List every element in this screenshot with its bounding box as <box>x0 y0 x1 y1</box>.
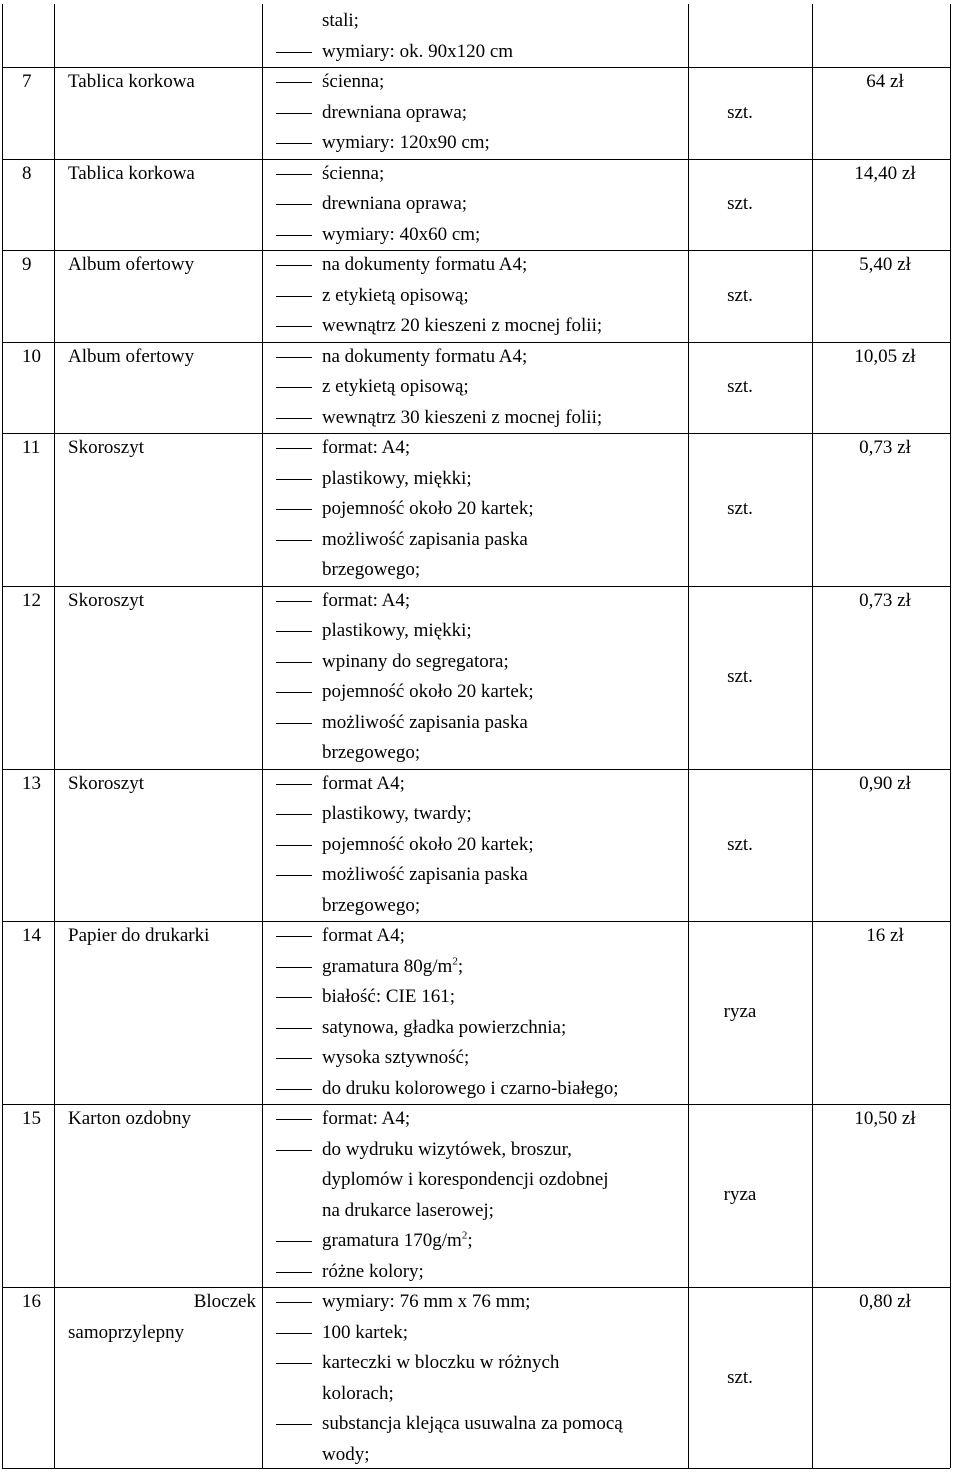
spec-text <box>322 1226 473 1257</box>
spec-item <box>276 494 676 525</box>
spec-text <box>322 708 528 739</box>
dash-bullet-icon <box>276 235 312 236</box>
spec-item <box>276 708 676 739</box>
spec-text <box>322 1440 370 1471</box>
table-row <box>0 921 960 1104</box>
dash-bullet-icon <box>276 662 312 663</box>
spec-text-suffix: ; <box>457 955 464 977</box>
spec-item <box>276 952 676 983</box>
spec-text-main: pojemność około 20 kartek; <box>322 681 534 702</box>
dash-bullet-icon <box>276 1272 312 1273</box>
spec-item <box>276 647 676 678</box>
spec-text-main: wewnątrz 30 kieszeni z mocnej folii; <box>322 406 603 428</box>
spec-item <box>276 1104 676 1135</box>
spec-item <box>276 982 676 1013</box>
spec-text-main: wymiary: 76 mm x 76 mm; <box>322 1291 531 1312</box>
spec-item <box>276 1409 676 1440</box>
spec-item <box>276 769 676 800</box>
spec-text <box>322 464 472 495</box>
spec-list <box>276 159 676 251</box>
spec-item <box>276 1226 676 1257</box>
dash-bullet-icon <box>276 1150 312 1151</box>
dash-bullet-icon <box>276 845 312 846</box>
unit-label: szt. <box>727 284 753 306</box>
spec-text-main: wymiary: 120x90 cm; <box>322 132 490 153</box>
spec-text-main: na drukarce laserowej; <box>322 1199 494 1221</box>
spec-list <box>276 342 676 434</box>
spec-item <box>276 1440 676 1471</box>
unit-label: szt. <box>727 193 753 214</box>
table-row <box>0 250 960 342</box>
dash-bullet-icon <box>276 1089 312 1090</box>
spec-item <box>276 6 676 37</box>
table-row <box>0 6 960 67</box>
dash-bullet-icon <box>276 1028 312 1029</box>
spec-text-main: plastikowy, miękki; <box>322 467 472 489</box>
dash-bullet-icon <box>276 1333 312 1334</box>
spec-text-main: format: A4; <box>322 589 411 611</box>
dash-bullet-icon <box>276 723 312 724</box>
spec-text-main: możliwość zapisania paska <box>322 711 528 733</box>
spec-text-main: wewnątrz 20 kieszeni z mocnej folii; <box>322 315 603 336</box>
table-row <box>0 159 960 251</box>
unit-price: 10,05 zł <box>854 345 916 367</box>
spec-text <box>322 1104 410 1135</box>
spec-text-main: pojemność około 20 kartek; <box>322 498 534 519</box>
spec-list <box>276 433 676 586</box>
dash-bullet-icon <box>276 784 312 785</box>
spec-text <box>322 1348 559 1379</box>
spec-list <box>276 921 676 1104</box>
dash-bullet-icon <box>276 52 312 53</box>
spec-text-main: do druku kolorowego i czarno-białego; <box>322 1077 619 1099</box>
spec-text <box>322 616 472 647</box>
spec-text-main: gramatura 80g/m <box>322 955 453 977</box>
spec-text-main: pojemność około 20 kartek; <box>322 833 534 855</box>
dash-bullet-icon <box>276 1058 312 1059</box>
spec-item <box>276 1196 676 1227</box>
unit-price: 16 zł <box>866 925 904 946</box>
spec-text-main: wymiary: 40x60 cm; <box>322 223 481 245</box>
unit-label: szt. <box>727 101 753 123</box>
spec-item <box>276 403 676 434</box>
unit-price: 64 zł <box>866 71 904 92</box>
item-name-line: Bloczek <box>193 1291 256 1312</box>
dash-bullet-icon <box>276 1302 312 1303</box>
spec-text <box>322 1165 609 1196</box>
spec-text <box>322 37 513 68</box>
table-row <box>0 342 960 434</box>
spec-item <box>276 67 676 98</box>
spec-item <box>276 250 676 281</box>
unit-price: 0,73 zł <box>859 437 911 458</box>
spec-item <box>276 220 676 251</box>
spec-item <box>276 891 676 922</box>
item-number: 11 <box>22 437 41 458</box>
spec-text <box>322 799 472 830</box>
spec-item <box>276 1043 676 1074</box>
table-row <box>0 67 960 159</box>
spec-item <box>276 189 676 220</box>
dash-bullet-icon <box>276 357 312 358</box>
unit-label: ryza <box>723 1001 757 1023</box>
spec-text-main: karteczki w bloczku w różnych <box>322 1352 560 1373</box>
spec-item <box>276 159 676 190</box>
spec-text-main: brzegowego; <box>322 559 421 580</box>
spec-text-main: format: A4; <box>322 437 411 458</box>
dash-bullet-icon <box>276 479 312 480</box>
spec-text <box>322 525 528 556</box>
unit-price: 10,50 zł <box>854 1108 916 1129</box>
item-name: Skoroszyt <box>68 437 144 458</box>
spec-text <box>322 860 528 891</box>
spec-text-main: drewniana oprawa; <box>322 101 468 123</box>
dash-bullet-icon <box>276 387 312 388</box>
spec-text-main: białość: CIE 161; <box>322 986 455 1007</box>
spec-text-main: wysoka sztywność; <box>322 1047 470 1068</box>
spec-text-main: do wydruku wizytówek, broszur, <box>322 1138 572 1160</box>
unit-label: szt. <box>727 376 753 397</box>
unit-label: szt. <box>727 1367 753 1389</box>
item-number: 12 <box>22 589 41 611</box>
spec-text-main: wpinany do segregatora; <box>322 650 509 672</box>
spec-item <box>276 281 676 312</box>
dash-bullet-icon <box>276 326 312 327</box>
spec-text-main: ścienna; <box>322 71 385 92</box>
spec-text <box>322 67 384 98</box>
dash-bullet-icon <box>276 814 312 815</box>
spec-text <box>322 433 410 464</box>
dash-bullet-icon <box>276 174 312 175</box>
spec-text <box>322 830 534 861</box>
row-divider <box>2 1468 950 1469</box>
item-name: Skoroszyt <box>68 772 144 794</box>
spec-text <box>322 98 467 129</box>
item-name: Tablica korkowa <box>68 162 195 184</box>
spec-text <box>322 311 602 342</box>
spec-text-main: wymiary: ok. 90x120 cm <box>322 40 514 62</box>
table-row <box>0 1104 960 1287</box>
dash-bullet-icon <box>276 418 312 419</box>
spec-text <box>322 220 480 251</box>
item-name: Karton ozdobny <box>68 1108 191 1129</box>
item-name: Album ofertowy <box>68 345 195 367</box>
spec-item <box>276 677 676 708</box>
spec-text-main: możliwość zapisania paska <box>322 864 528 885</box>
spec-item <box>276 830 676 861</box>
item-number: 16 <box>22 1291 41 1312</box>
spec-text <box>322 1043 469 1074</box>
table-row <box>0 1287 960 1470</box>
spec-item <box>276 1287 676 1318</box>
spec-text <box>322 555 420 586</box>
dash-bullet-icon <box>276 967 312 968</box>
item-name: Papier do drukarki <box>68 925 210 946</box>
spec-text-main: format A4; <box>322 772 405 794</box>
dash-bullet-icon <box>276 1424 312 1425</box>
item-number: 7 <box>22 71 32 92</box>
spec-text-main: satynowa, gładka powierzchnia; <box>322 1016 567 1038</box>
item-name <box>68 1287 256 1348</box>
dash-bullet-icon <box>276 540 312 541</box>
spec-text-suffix: ; <box>467 1230 473 1251</box>
spec-text <box>322 586 410 617</box>
spec-text <box>322 952 463 983</box>
dash-bullet-icon <box>276 204 312 205</box>
spec-item <box>276 860 676 891</box>
dash-bullet-icon <box>276 692 312 693</box>
spec-text <box>322 738 420 769</box>
unit-price: 0,90 zł <box>859 772 911 794</box>
spec-text <box>322 1287 530 1318</box>
spec-text <box>322 769 405 800</box>
spec-item <box>276 616 676 647</box>
item-number: 15 <box>22 1108 41 1129</box>
superscript: 2 <box>452 955 458 968</box>
unit-price: 0,80 zł <box>859 1291 911 1312</box>
spec-text-main: kolorach; <box>322 1382 394 1404</box>
spec-text <box>322 372 469 403</box>
spec-text-main: różne kolory; <box>322 1260 424 1282</box>
unit-price: 0,73 zł <box>859 589 911 611</box>
spec-item <box>276 1165 676 1196</box>
spec-item <box>276 342 676 373</box>
spec-list <box>276 586 676 769</box>
spec-text <box>322 159 384 190</box>
dash-bullet-icon <box>276 1119 312 1120</box>
spec-text <box>322 891 420 922</box>
spec-text <box>322 1013 566 1044</box>
table-row <box>0 586 960 769</box>
unit-price: 5,40 zł <box>859 254 911 275</box>
spec-text <box>322 128 490 159</box>
spec-text <box>322 6 359 37</box>
spec-text <box>322 189 467 220</box>
spec-text-main: możliwość zapisania paska <box>322 528 528 550</box>
spec-text-main: 100 kartek; <box>322 1321 409 1343</box>
unit-price: 14,40 zł <box>854 162 916 184</box>
spec-item <box>276 799 676 830</box>
spec-text <box>322 494 534 525</box>
spec-item <box>276 311 676 342</box>
dash-bullet-icon <box>276 296 312 297</box>
item-number: 10 <box>22 345 41 367</box>
spec-text-main: na dokumenty formatu A4; <box>322 345 528 367</box>
spec-text <box>322 1135 572 1166</box>
spec-item <box>276 1348 676 1379</box>
spec-list <box>276 769 676 922</box>
spec-text-main: z etykietą opisową; <box>322 284 469 306</box>
spec-text <box>322 677 534 708</box>
spec-item <box>276 464 676 495</box>
dash-bullet-icon <box>276 936 312 937</box>
spec-text-main: brzegowego; <box>322 894 421 916</box>
spec-text <box>322 1257 424 1288</box>
spec-text-main: format: A4; <box>322 1108 411 1129</box>
dash-bullet-icon <box>276 143 312 144</box>
dash-bullet-icon <box>276 601 312 602</box>
dash-bullet-icon <box>276 509 312 510</box>
spec-item <box>276 1257 676 1288</box>
spec-item <box>276 921 676 952</box>
dash-bullet-icon <box>276 113 312 114</box>
unit-label: szt. <box>727 498 753 519</box>
dash-bullet-icon <box>276 631 312 632</box>
spec-item <box>276 1074 676 1105</box>
spec-text <box>322 1196 494 1227</box>
spec-text-main: stali; <box>322 10 359 31</box>
spec-text <box>322 250 527 281</box>
spec-text <box>322 647 509 678</box>
spec-text <box>322 281 469 312</box>
spec-text-main: drewniana oprawa; <box>322 193 468 214</box>
spec-item <box>276 433 676 464</box>
spec-list <box>276 1287 676 1470</box>
spec-text-main: format A4; <box>322 925 405 946</box>
unit-label: szt. <box>727 833 753 855</box>
spec-text-main: dyplomów i korespondencji ozdobnej <box>322 1169 609 1190</box>
spec-text <box>322 1409 623 1440</box>
spec-text <box>322 1074 619 1105</box>
item-name-line: samoprzylepny <box>68 1321 185 1343</box>
item-number: 9 <box>22 254 32 275</box>
spec-text <box>322 921 405 952</box>
spec-text <box>322 1318 408 1349</box>
item-number: 13 <box>22 772 41 794</box>
unit-label: ryza <box>723 1184 757 1206</box>
spec-item <box>276 1013 676 1044</box>
dash-bullet-icon <box>276 997 312 998</box>
superscript: 2 <box>461 1229 468 1242</box>
table-row <box>0 769 960 922</box>
spec-text-main: substancja klejąca usuwalna za pomocą <box>322 1413 623 1434</box>
dash-bullet-icon <box>276 265 312 266</box>
spec-text-main: ścienna; <box>322 162 385 184</box>
item-name: Album ofertowy <box>68 254 195 275</box>
dash-bullet-icon <box>276 1241 312 1242</box>
dash-bullet-icon <box>276 875 312 876</box>
spec-text-main: plastikowy, miękki; <box>322 620 472 641</box>
spec-text <box>322 403 602 434</box>
spec-text-main: brzegowego; <box>322 742 421 763</box>
spec-text-main: plastikowy, twardy; <box>322 803 472 824</box>
table-row <box>0 433 960 586</box>
spec-item <box>276 1379 676 1410</box>
dash-bullet-icon <box>276 448 312 449</box>
spec-item <box>276 128 676 159</box>
spec-text-main: wody; <box>322 1443 370 1465</box>
unit-label: szt. <box>727 665 753 687</box>
spec-list <box>276 250 676 342</box>
item-name: Tablica korkowa <box>68 71 195 92</box>
spec-item <box>276 1135 676 1166</box>
spec-list <box>276 67 676 159</box>
dash-bullet-icon <box>276 1363 312 1364</box>
dash-bullet-icon <box>276 82 312 83</box>
spec-text <box>322 982 455 1013</box>
spec-text-main: gramatura 170g/m <box>322 1230 462 1251</box>
spec-item <box>276 525 676 556</box>
spec-list <box>276 6 676 67</box>
item-number: 8 <box>22 162 32 184</box>
spec-text-main: na dokumenty formatu A4; <box>322 254 528 275</box>
spec-text <box>322 1379 394 1410</box>
spec-text-main: z etykietą opisową; <box>322 376 469 397</box>
spec-list <box>276 1104 676 1287</box>
spec-item <box>276 98 676 129</box>
spec-item <box>276 1318 676 1349</box>
spec-item <box>276 738 676 769</box>
spec-text <box>322 342 527 373</box>
spec-item <box>276 37 676 68</box>
spec-item <box>276 555 676 586</box>
spec-item <box>276 372 676 403</box>
spec-item <box>276 586 676 617</box>
item-name: Skoroszyt <box>68 589 144 611</box>
item-number: 14 <box>22 925 41 946</box>
